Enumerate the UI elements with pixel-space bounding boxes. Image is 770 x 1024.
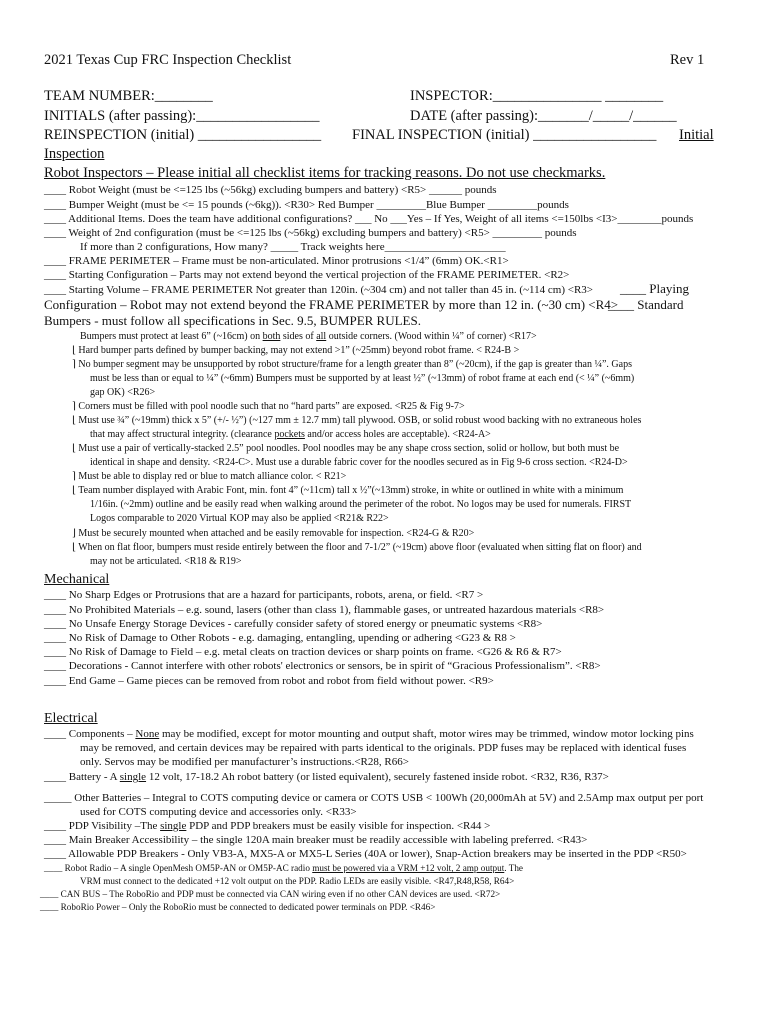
inspector-notice: Robot Inspectors – Please initial all checklist items for tracking reasons. Do not use checkmarks. xyxy=(44,165,606,181)
playing-config-text: Configuration – Robot may not extend beyond the FRAME PERIMETER by more than 12 in. (~30 cm) <R4> xyxy=(44,297,619,312)
bumper-support-rule-3: gap OK) <R26> xyxy=(90,387,156,398)
standard-bumpers-text: Bumpers - must follow all specifications in Sec. 9.5, BUMPER RULES. xyxy=(44,313,421,328)
checklist-item[interactable]: ____ End Game – Game pieces can be removed from robot and robot from field without power. <R9> xyxy=(44,675,494,687)
checklist-item[interactable]: ____ No Unsafe Energy Storage Devices - carefully consider safety of stored energy or pneumatic systems <R8> xyxy=(44,618,543,630)
other-batteries-item[interactable]: _____ Other Batteries – Integral to COTS computing device or camera or COTS USB < 100Wh (20,000mAh at 5V) and 2.5Amp max output per port xyxy=(44,792,704,804)
inspection-heading: Inspection xyxy=(44,146,105,162)
bumper-number-rule: ⌊ Team number displayed with Arabic Font, min. font 4” (~11cm) tall x ½”(~13mm) stroke, in white or outlined in white with a minimum xyxy=(72,485,624,496)
bumper-number-rule-2: 1/16in. (~2mm) outline and be easily read when walking around the perimeter of the robot. No logos may be used for numerals. FIRST xyxy=(90,499,632,510)
bumper-hard-parts-rule: ⌊ Hard bumper parts defined by bumper backing, may not extend >1” (~25mm) beyond robot frame. < R24-B > xyxy=(72,345,520,356)
starting-config-item[interactable]: ____ Starting Configuration – Parts may not extend beyond the vertical projection of the FRAME PERIMETER. <R2> xyxy=(44,269,570,281)
bumper-noodle-rule: ⌊ Must use a pair of vertically-stacked 2.5” pool noodles. Pool noodles may be any shape cross section, solid or hollow, but both must be xyxy=(72,443,620,454)
bumper-support-rule-2: must be less than or equal to ¼” (~6mm) Bumpers must be supported by at least ½” (~13mm) of robot frame at each end (< ¼” (~6mm) xyxy=(90,373,635,384)
date-field[interactable]: DATE (after passing):_______/_____/______ xyxy=(410,108,677,124)
more-configs-line[interactable]: If more than 2 configurations, How many? _____ Track weights here______________________ xyxy=(80,241,506,253)
second-config-weight-item[interactable]: ____ Weight of 2nd configuration (must be <=125 lbs (~56kg) excluding bumpers and battery) <R5> _________ pounds xyxy=(44,227,577,239)
bumper-support-rule: ⌉ No bumper segment may be unsupported by robot structure/frame for a length greater than 8” (~20cm), if the gap is greater than ¼”. Gaps xyxy=(72,359,632,370)
bumper-noodle-rule-2: identical in shape and density. <R24-C>. Must use a durable fabric cover for the noodles secured as in Fig 9-6 cross section. <R24-D> xyxy=(90,457,628,468)
reinspection-field[interactable]: REINSPECTION (initial) _________________ xyxy=(44,127,322,143)
initials-field[interactable]: INITIALS (after passing):_________________ xyxy=(44,108,320,124)
mechanical-heading: Mechanical xyxy=(44,572,110,587)
initial-inspection-heading: Initial xyxy=(679,127,714,143)
bumper-corner-rule: Bumpers must protect at least 6” (~16cm) on both sides of all outside corners. (Wood within ¼” of corner) <R17> xyxy=(80,331,537,342)
bumper-corners-rule: ⌉ Corners must be filled with pool noodle such that no “hard parts” are exposed. <R25 & Fig 9-7> xyxy=(72,401,465,412)
inspector-field[interactable]: INSPECTOR:_______________ ________ xyxy=(410,88,664,104)
checklist-item[interactable]: ____ No Risk of Damage to Field – e.g. metal cleats on traction devices or sharp points on frame. <G26 & R6 & R7> xyxy=(44,646,562,658)
other-batteries-item-2: used for COTS computing device and accessories only. <R33> xyxy=(80,806,357,818)
bumper-plywood-rule: ⌊ Must use ¾” (~19mm) thick x 5” (+/- ½”) (~127 mm ± 12.7 mm) tall plywood. OSB, or solid robust wood backing with no extraneous holes xyxy=(72,415,642,426)
bumper-color-rule: ⌉ Must be able to display red or blue to match alliance color. < R21> xyxy=(72,471,347,482)
playing-config-item[interactable]: ____ Playing xyxy=(620,281,689,296)
components-item-3: only. Servos may be modified per manufacturer’s instructions.<R28, R66> xyxy=(80,756,409,768)
final-inspection-field[interactable]: FINAL INSPECTION (initial) _________________ xyxy=(352,127,657,143)
revision: Rev 1 xyxy=(670,52,705,68)
pdp-visibility-item[interactable]: ____ PDP Visibility –The single PDP and PDP breakers must be easily visible for inspection. <R44 > xyxy=(44,820,491,832)
electrical-heading: Electrical xyxy=(44,711,98,726)
robot-radio-item[interactable]: ____ Robot Radio – A single OpenMesh OM5P-AN or OM5P-AC radio must be powered via a VRM +12 volt, 2 amp output. The xyxy=(44,863,524,873)
checklist-item[interactable]: ____ No Sharp Edges or Protrusions that are a hazard for participants, robots, arena, or field. <R7 > xyxy=(44,589,484,601)
allowable-breakers-item[interactable]: ____ Allowable PDP Breakers - Only VB3-A, MX5-A or MX5-L Series (40A or lower), Snap-Action breakers may be inserted in the PDP <R50> xyxy=(44,848,687,860)
robot-weight-item[interactable]: ____ Robot Weight (must be <=125 lbs (~56kg) excluding bumpers and battery) <R5> ______ pounds xyxy=(44,184,497,196)
checklist-item[interactable]: ____ No Risk of Damage to Other Robots - e.g. damaging, entangling, upending or adhering <G23 & R8 > xyxy=(44,632,516,644)
additional-items-item[interactable]: ____ Additional Items. Does the team have additional configurations? ___ No ___Yes – If Yes, Weight of all items <=150lbs <I3>________pounds xyxy=(44,213,694,225)
main-breaker-item[interactable]: ____ Main Breaker Accessibility – the single 120A main breaker must be readily accessible with labeling preferred. <R43> xyxy=(44,834,588,846)
starting-volume-item[interactable]: ____ Starting Volume – FRAME PERIMETER Not greater than 120in. (~304 cm) and not taller than 45 in. (~114 cm) <R3> xyxy=(44,284,593,296)
robot-radio-item-2: VRM must connect to the dedicated +12 volt output on the PDP. Radio LEDs are easily visible. <R47,R48,R58, R64> xyxy=(80,876,515,886)
battery-item[interactable]: ____ Battery - A single 12 volt, 17-18.2 Ah robot battery (or listed equivalent), securely fastened inside robot. <R32, R36, R37> xyxy=(44,771,609,783)
bumper-number-rule-3: Logos comparable to 2020 Virtual KOP may also be applied <R21& R22> xyxy=(90,513,389,524)
components-item[interactable]: ____ Components – None may be modified, except for motor mounting and output shaft, motor wires may be trimmed, window motor locking pins xyxy=(44,728,694,740)
bumper-weight-item[interactable]: ____ Bumper Weight (must be <= 15 pounds (~6kg)). <R30> Red Bumper _________Blue Bumper _________pounds xyxy=(44,199,569,211)
page-title: 2021 Texas Cup FRC Inspection Checklist xyxy=(44,52,292,68)
can-bus-item[interactable]: ____ CAN BUS – The RoboRio and PDP must be connected via CAN wiring even if no other CAN devices are used. <R72> xyxy=(40,889,501,899)
standard-bumpers-item[interactable]: ____ Standard xyxy=(608,297,684,312)
bumper-height-rule: ⌊ When on flat floor, bumpers must reside entirely between the floor and 7-1/2” (~19cm) above floor (evaluated when sitting flat on floor) and xyxy=(72,542,642,553)
bumper-mounting-rule: ⌋ Must be securely mounted when attached and be easily removable for inspection. <R24-G & R20> xyxy=(72,528,475,539)
checklist-item[interactable]: ____ Decorations - Cannot interfere with other robots' electronics or sensors, be in spirit of “Gracious Professionalism”. <R8> xyxy=(44,660,601,672)
checklist-item[interactable]: ____ No Prohibited Materials – e.g. sound, lasers (other than class 1), flammable gases, or untreated hazardous materials <R8> xyxy=(44,604,605,616)
team-number-field[interactable]: TEAM NUMBER:________ xyxy=(44,88,213,104)
components-item-2: may be removed, and certain devices may be repaired with parts identical to the originals. PDP fuses may be replaced with identical fuses xyxy=(80,742,687,754)
roborio-power-item[interactable]: ____ RoboRio Power – Only the RoboRio must be connected to dedicated power terminals on PDP. <R46> xyxy=(40,902,436,912)
frame-perimeter-item[interactable]: ____ FRAME PERIMETER – Frame must be non-articulated. Minor protrusions <1/4” (6mm) OK.<R1> xyxy=(44,255,509,267)
bumper-height-rule-2: may not be articulated. <R18 & R19> xyxy=(90,556,242,567)
bumper-plywood-rule-2: that may affect structural integrity. (clearance pockets and/or access holes are acceptable). <R24-A> xyxy=(90,429,491,440)
